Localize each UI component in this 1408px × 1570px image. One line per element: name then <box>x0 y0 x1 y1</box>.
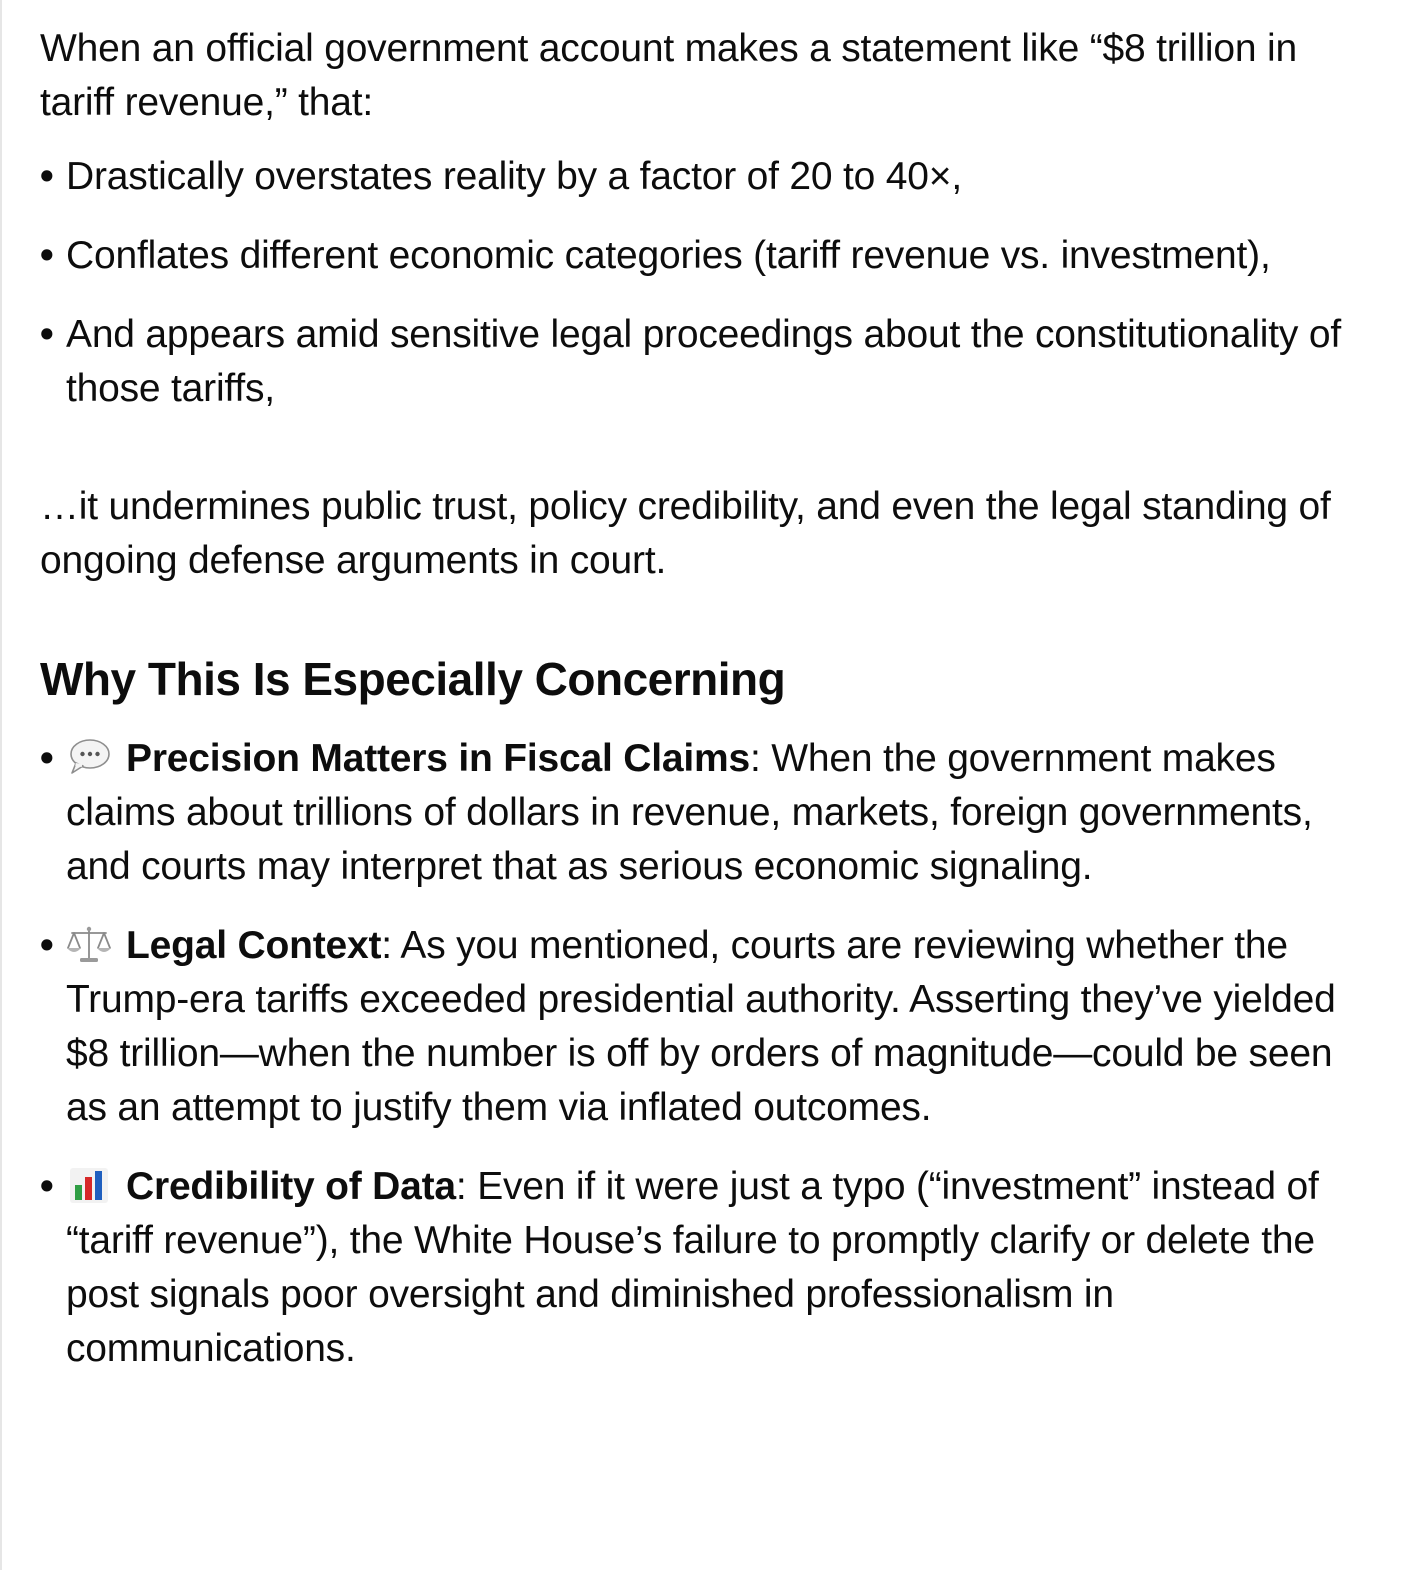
concern-title: Legal Context <box>126 924 382 967</box>
concern-text: : As you mentioned, courts are reviewing whether the Trump-era tariffs exceeded presidential authority. Asserting they’ve yielded $8 trillion—when the number is off by orders of magnitude—could be seen as an attempt to justify them via inflated outcomes. <box>66 924 1336 1129</box>
concern-item <box>40 1160 1370 1376</box>
concern-text: : Even if it were just a typo (“investment” instead of “tariff revenue”), the White House’s failure to promptly clarify or delete the post signals poor oversight and diminished professionalism in communications. <box>66 1165 1319 1370</box>
message-content <box>40 22 1370 1376</box>
concern-item <box>40 919 1370 1135</box>
intro-paragraph: When an official government account makes a statement like “$8 trillion in tariff revenue,” that: <box>40 27 1297 124</box>
concern-text: : When the government makes claims about trillions of dollars in revenue, markets, foreign governments, and courts may interpret that as serious economic signaling. <box>66 737 1313 888</box>
claim-point: • Conflates different economic categories (tariff revenue vs. investment), <box>40 229 1370 283</box>
claim-point: • And appears amid sensitive legal proceedings about the constitutionality of those tariffs, <box>40 308 1370 416</box>
claim-points-list <box>40 150 1370 416</box>
scales-icon <box>66 924 112 964</box>
speech-bubble-icon <box>66 737 112 777</box>
concern-title: Credibility of Data <box>126 1165 456 1208</box>
section-heading: Why This Is Especially Concerning <box>40 653 786 705</box>
concerns-list <box>40 732 1370 1376</box>
left-border <box>0 0 2 1570</box>
claim-point: • Drastically overstates reality by a factor of 20 to 40×, <box>40 150 1370 204</box>
concern-title: Precision Matters in Fiscal Claims <box>126 737 750 780</box>
concern-item <box>40 732 1370 894</box>
conclusion-paragraph: …it undermines public trust, policy credibility, and even the legal standing of ongoing defense arguments in court. <box>40 485 1331 582</box>
bar-chart-icon <box>66 1165 112 1205</box>
